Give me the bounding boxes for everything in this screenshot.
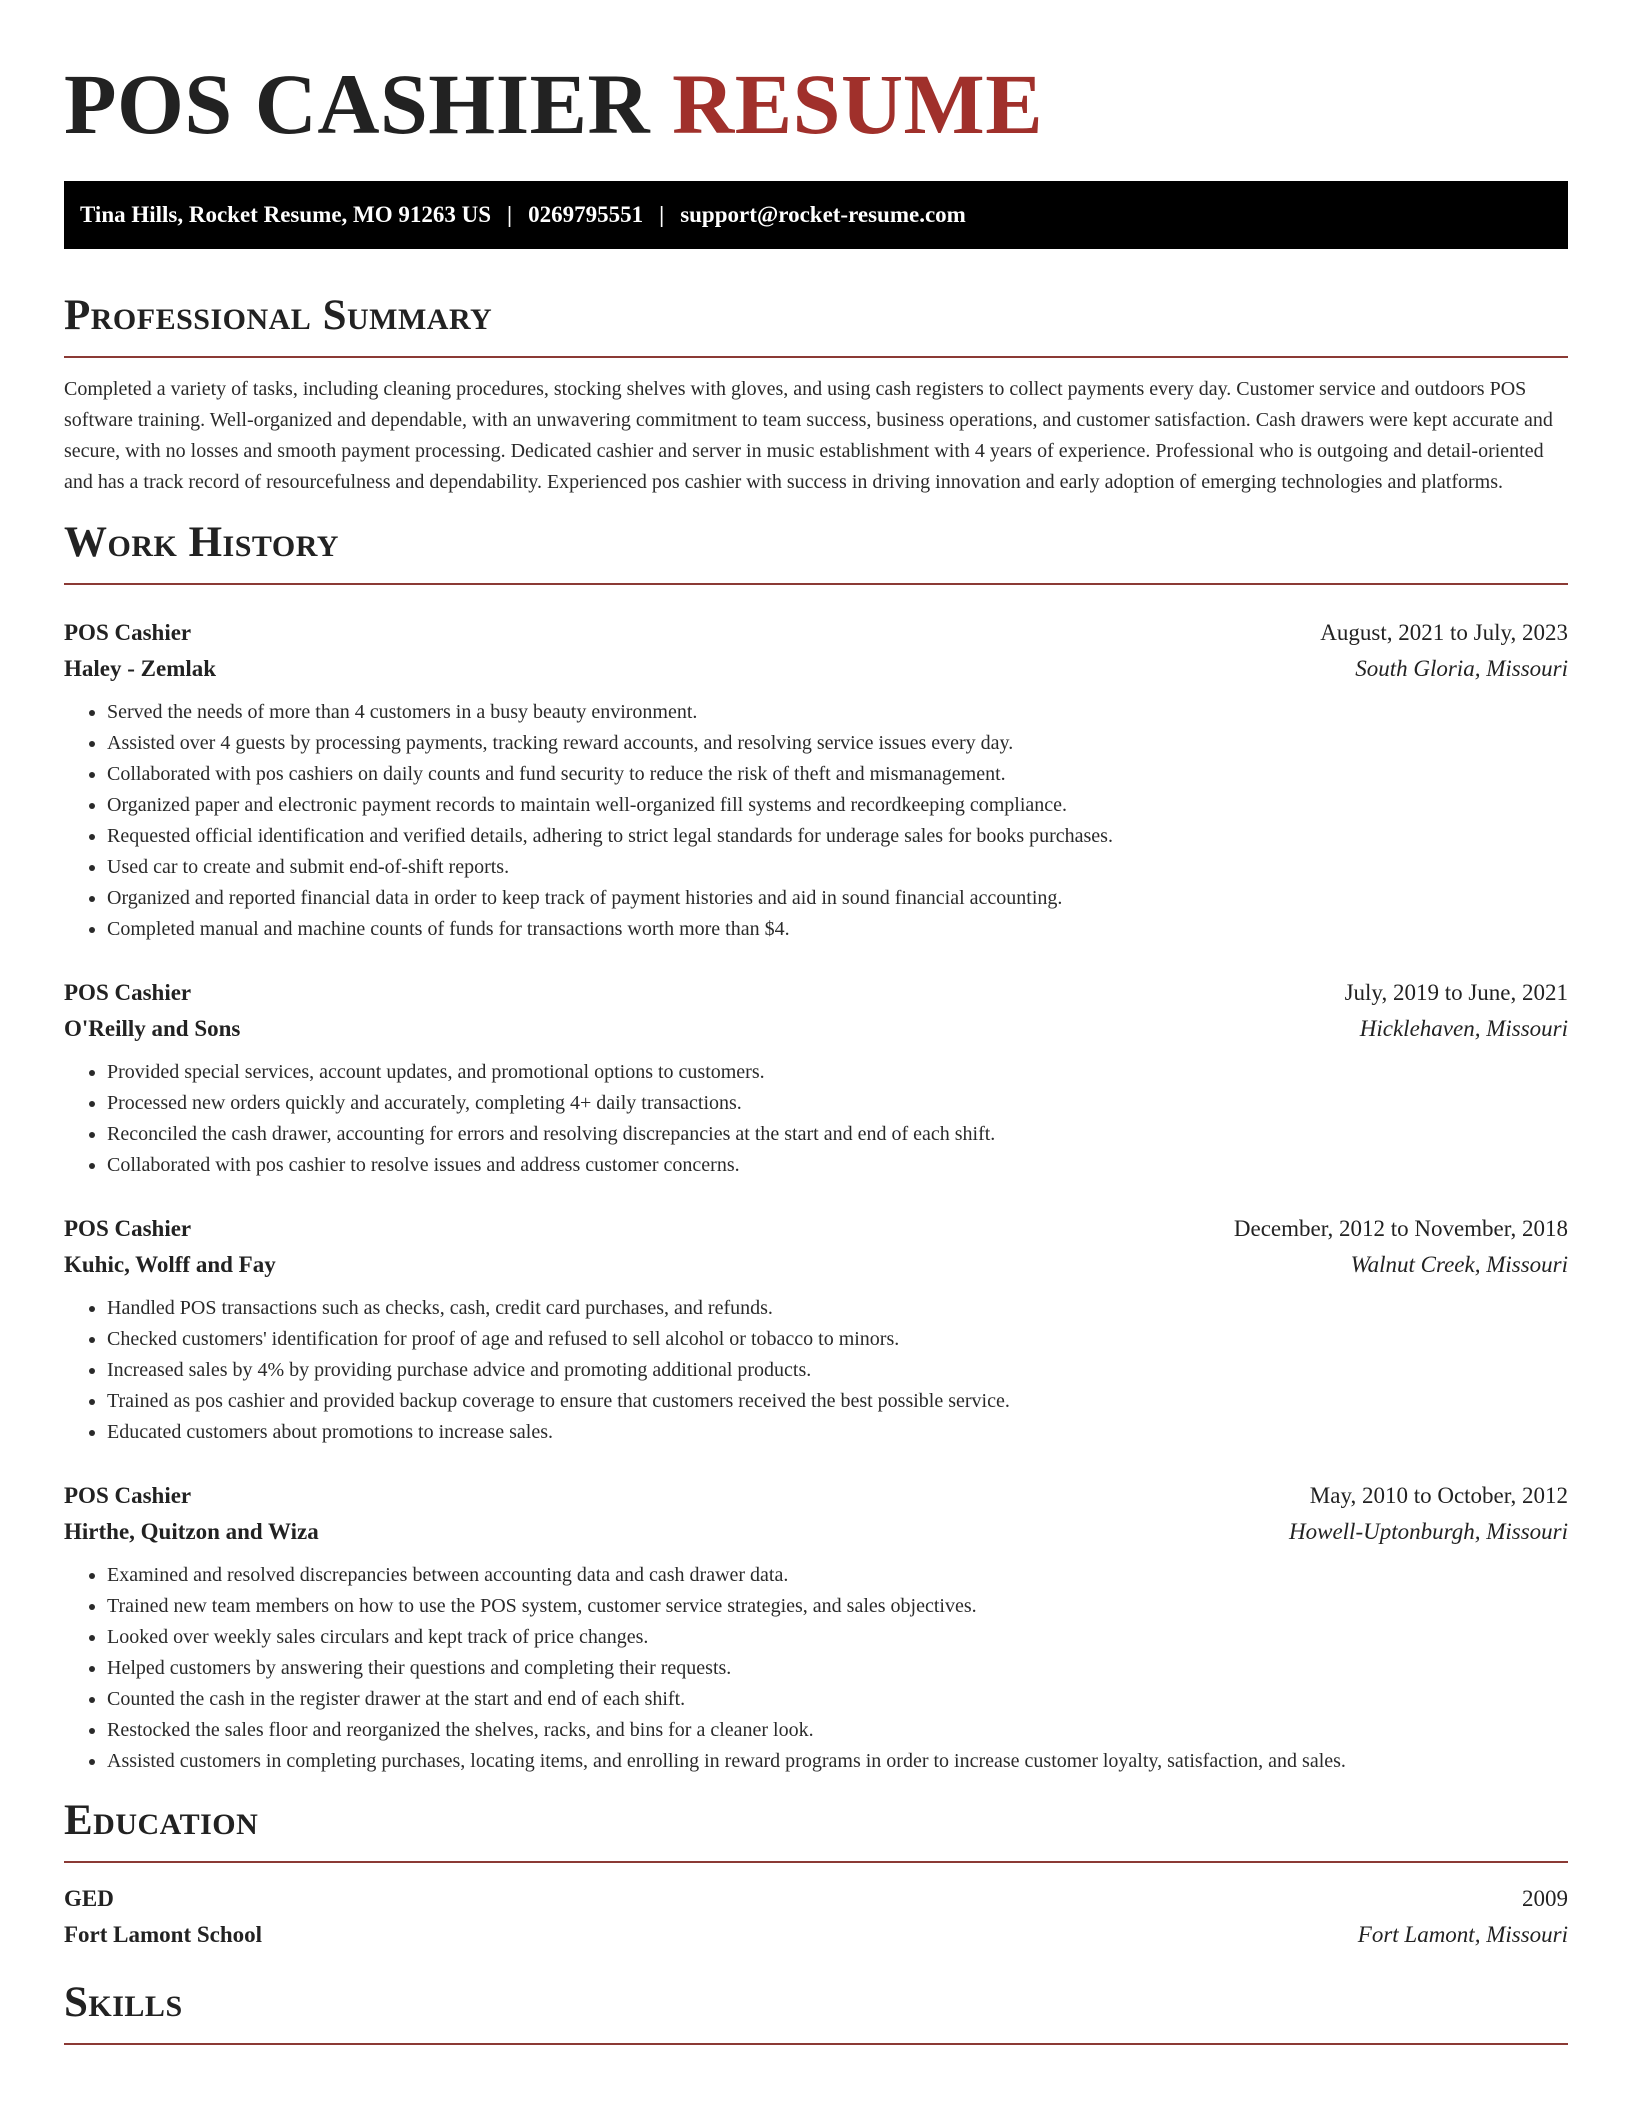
job-row [64, 1514, 1568, 1550]
job-location: Walnut Creek, Missouri [1350, 1252, 1568, 1277]
education-section [64, 1797, 1568, 1953]
education-year: 2009 [1522, 1886, 1568, 1911]
list-item: • Served the needs of more than 4 customers in a busy beauty environment. [107, 697, 1568, 728]
job-bullets [64, 1057, 1568, 1181]
summary-text: Completed a variety of tasks, including cleaning procedures, stocking shelves with gloves, and using cash registers to collect payments every day. Customer service and outdoors POS software training. Well-organized and dependable, with an unwavering commitment to team success, business operations, and customer satisfaction. Cash drawers were kept accurate and secure, with no losses and smooth payment processing. Dedicated cashier and server in music establishment with 4 years of experience. Professional who is outgoing and detail-oriented and has a track record of resourcefulness and dependability. Experienced pos cashier with success in driving innovation and early adoption of emerging technologies and platforms. [64, 378, 1553, 493]
job-company: O'Reilly and Sons [64, 1016, 241, 1041]
job-company: Hirthe, Quitzon and Wiza [64, 1519, 319, 1544]
list-item: • Organized paper and electronic payment records to maintain well-organized fill systems and recordkeeping compliance. [107, 790, 1568, 821]
job-entry [64, 1211, 1568, 1448]
skills-heading: Skills [64, 1979, 183, 2026]
contact-bar [64, 181, 1568, 249]
education-heading: Education [64, 1797, 259, 1844]
job-row [64, 1011, 1568, 1047]
list-item: • Helped customers by answering their questions and completing their requests. [107, 1653, 1568, 1684]
job-title: POS Cashier [64, 980, 192, 1005]
title-main: POS CASHIER [64, 56, 651, 152]
section-divider [64, 356, 1568, 358]
job-company: Haley - Zemlak [64, 656, 217, 681]
education-school: Fort Lamont School [64, 1922, 263, 1947]
job-bullets [64, 697, 1568, 945]
list-item: • Assisted over 4 guests by processing payments, tracking reward accounts, and resolving service issues every day. [107, 728, 1568, 759]
education-entry [64, 1881, 1568, 1953]
list-item: • Increased sales by 4% by providing purchase advice and promoting additional products. [107, 1355, 1568, 1386]
job-bullets [64, 1560, 1568, 1777]
title-accent: RESUME [672, 56, 1044, 152]
list-item: • Counted the cash in the register drawer at the start and end of each shift. [107, 1684, 1568, 1715]
job-entry [64, 1478, 1568, 1777]
education-row [64, 1881, 1568, 1917]
list-item: • Restocked the sales floor and reorganized the shelves, racks, and bins for a cleaner look. [107, 1715, 1568, 1746]
list-item: • Collaborated with pos cashiers on daily counts and fund security to reduce the risk of theft and mismanagement. [107, 759, 1568, 790]
list-item: • Checked customers' identification for proof of age and refused to sell alcohol or tobacco to minors. [107, 1324, 1568, 1355]
job-location: Hicklehaven, Missouri [1359, 1016, 1568, 1041]
job-title: POS Cashier [64, 1216, 192, 1241]
summary-section [64, 292, 1568, 498]
job-company: Kuhic, Wolff and Fay [64, 1252, 276, 1277]
job-title: POS Cashier [64, 1483, 192, 1508]
list-item: • Completed manual and machine counts of funds for transactions worth more than $4. [107, 914, 1568, 945]
job-row [64, 975, 1568, 1011]
work-history-section [64, 519, 1568, 1777]
work-history-heading: Work History [64, 519, 339, 566]
contact-email: support@rocket-resume.com [680, 202, 966, 227]
summary-heading: Professional Summary [64, 292, 493, 339]
list-item: • Reconciled the cash drawer, accounting for errors and resolving discrepancies at the start and end of each shift. [107, 1119, 1568, 1150]
job-row [64, 1247, 1568, 1283]
section-divider [64, 1861, 1568, 1863]
job-row [64, 651, 1568, 687]
job-row [64, 1211, 1568, 1247]
list-item: • Used car to create and submit end-of-shift reports. [107, 852, 1568, 883]
job-row [64, 1478, 1568, 1514]
contact-separator: | [507, 202, 513, 227]
job-dates: May, 2010 to October, 2012 [1309, 1483, 1568, 1508]
list-item: • Educated customers about promotions to increase sales. [107, 1417, 1568, 1448]
education-location: Fort Lamont, Missouri [1357, 1922, 1568, 1947]
list-item: • Provided special services, account updates, and promotional options to customers. [107, 1057, 1568, 1088]
job-entry [64, 975, 1568, 1181]
job-dates: July, 2019 to June, 2021 [1344, 980, 1568, 1005]
list-item: • Trained new team members on how to use the POS system, customer service strategies, and sales objectives. [107, 1591, 1568, 1622]
list-item: • Trained as pos cashier and provided backup coverage to ensure that customers received the best possible service. [107, 1386, 1568, 1417]
job-location: Howell-Uptonburgh, Missouri [1289, 1519, 1568, 1544]
job-bullets [64, 1293, 1568, 1448]
job-entry [64, 615, 1568, 945]
list-item: • Examined and resolved discrepancies between accounting data and cash drawer data. [107, 1560, 1568, 1591]
list-item: • Assisted customers in completing purchases, locating items, and enrolling in reward programs in order to increase customer loyalty, satisfaction, and sales. [107, 1746, 1568, 1777]
list-item: • Collaborated with pos cashier to resolve issues and address customer concerns. [107, 1150, 1568, 1181]
list-item: • Processed new orders quickly and accurately, completing 4+ daily transactions. [107, 1088, 1568, 1119]
job-row [64, 615, 1568, 651]
job-title: POS Cashier [64, 620, 192, 645]
job-dates: December, 2012 to November, 2018 [1233, 1216, 1568, 1241]
list-item: • Requested official identification and verified details, adhering to strict legal standards for underage sales for books purchases. [107, 821, 1568, 852]
section-divider [64, 583, 1568, 585]
contact-separator: | [659, 202, 665, 227]
job-dates: August, 2021 to July, 2023 [1320, 620, 1568, 645]
education-row [64, 1917, 1568, 1953]
resume-title [64, 58, 1568, 150]
section-divider [64, 2043, 1568, 2045]
job-location: South Gloria, Missouri [1355, 656, 1568, 681]
education-degree: GED [64, 1886, 114, 1911]
list-item: • Looked over weekly sales circulars and kept track of price changes. [107, 1622, 1568, 1653]
list-item: • Handled POS transactions such as checks, cash, credit card purchases, and refunds. [107, 1293, 1568, 1324]
contact-address: Tina Hills, Rocket Resume, MO 91263 US [80, 202, 492, 227]
list-item: • Organized and reported financial data in order to keep track of payment histories and aid in sound financial accounting. [107, 883, 1568, 914]
skills-section [64, 1979, 1568, 2045]
jobs-list [64, 615, 1568, 1777]
contact-phone: 0269795551 [528, 202, 644, 227]
